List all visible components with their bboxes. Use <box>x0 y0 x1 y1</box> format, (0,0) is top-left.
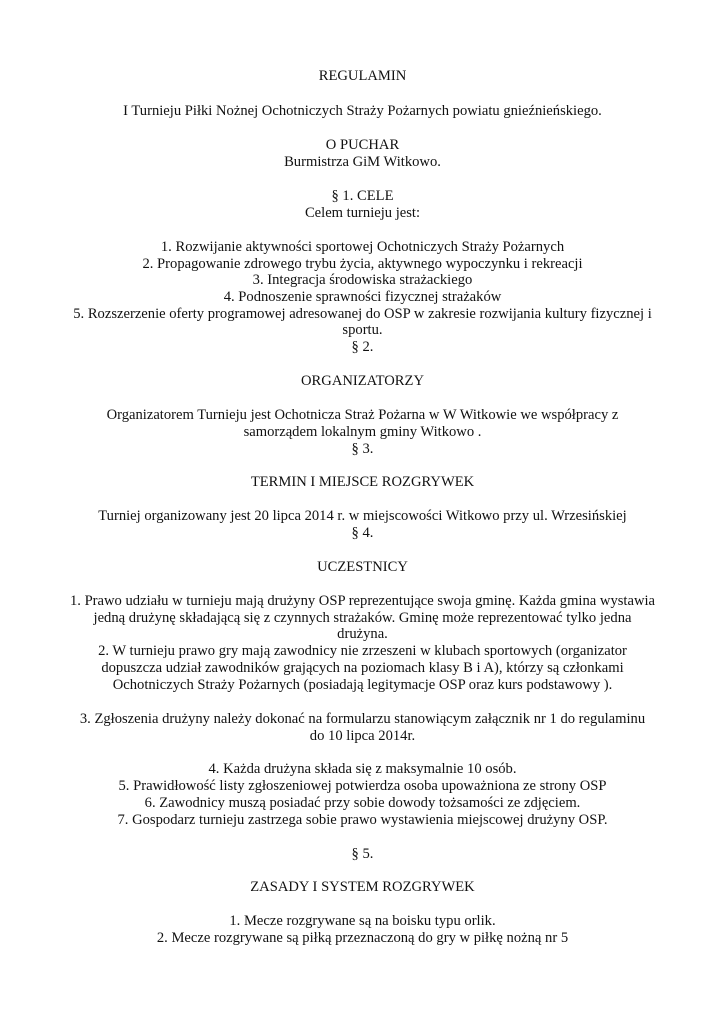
participants-line: 6. Zawodnicy muszą posiadać przy sobie dowody tożsamości ze zdjęciem. <box>144 795 581 811</box>
goal-item: 4. Podnoszenie sprawności fizycznej strażaków <box>223 289 502 305</box>
participants-line: 1. Prawo udziału w turnieju mają drużyny OSP reprezentujące swoja gminę. Każda gmina wystawia <box>69 593 656 609</box>
participants-line: 2. W turnieju prawo gry mają zawodnicy nie zrzeszeni w klubach sportowych (organizator <box>98 643 627 659</box>
section-4-heading: UCZESTNICY <box>317 559 408 575</box>
cup-line-2: Burmistrza GiM Witkowo. <box>284 154 441 170</box>
participants-line: jedną drużynę składającą się z czynnych strażaków. Gminę może reprezentować tylko jedna <box>93 610 632 626</box>
document-title: REGULAMIN <box>318 68 407 84</box>
goal-item: 1. Rozwijanie aktywności sportowej Ochotniczych Straży Pożarnych <box>160 239 565 255</box>
organizer-text-line: samorządem lokalnym gminy Witkowo . <box>243 424 482 440</box>
goal-item-continuation: sportu. <box>342 322 383 338</box>
section-3-heading: TERMIN I MIEJSCE ROZGRYWEK <box>250 474 475 490</box>
goal-item: 3. Integracja środowiska strażackiego <box>252 272 473 288</box>
participants-line: 4. Każda drużyna składa się z maksymalnie 10 osób. <box>208 761 517 777</box>
participants-line: 3. Zgłoszenia drużyny należy dokonać na formularzu stanowiącym załącznik nr 1 do regulaminu <box>79 711 646 727</box>
cup-line-1: O PUCHAR <box>325 137 400 153</box>
section-2-label: § 2. <box>351 339 374 355</box>
participants-line: 7. Gospodarz turnieju zastrzega sobie prawo wystawienia miejscowej drużyny OSP. <box>117 812 608 828</box>
section-4-label: § 4. <box>351 525 374 541</box>
goal-item: 5. Rozszerzenie oferty programowej adresowanej do OSP w zakresie rozwijania kultury fizycznej i <box>73 306 652 322</box>
participants-line: drużyna. <box>337 626 388 642</box>
section-2-heading: ORGANIZATORZY <box>301 373 424 389</box>
participants-line: do 10 lipca 2014r. <box>309 728 416 744</box>
participants-line: 5. Prawidłowość listy zgłoszeniowej potwierdza osoba upoważniona ze strony OSP <box>118 778 607 794</box>
section-1-intro: Celem turnieju jest: <box>304 205 421 221</box>
participants-line: Ochotniczych Straży Pożarnych (posiadają legitymacje OSP oraz kurs podstawowy ). <box>112 677 613 693</box>
goal-item: 2. Propagowanie zdrowego trybu życia, aktywnego wypoczynku i rekreacji <box>142 256 583 272</box>
section-5-label: § 5. <box>351 846 374 862</box>
section-1-label: § 1. CELE <box>331 188 394 204</box>
document-subtitle: I Turnieju Piłki Nożnej Ochotniczych Straży Pożarnych powiatu gnieźnieńskiego. <box>123 103 602 119</box>
participants-line: dopuszcza udział zawodników grających na poziomach klasy B i A), którzy są członkami <box>101 660 624 676</box>
rules-item: 2. Mecze rozgrywane są piłką przeznaczoną do gry w piłkę nożną nr 5 <box>156 930 569 946</box>
section-5-heading: ZASADY I SYSTEM ROZGRYWEK <box>250 879 475 895</box>
rules-item: 1. Mecze rozgrywane są na boisku typu orlik. <box>229 913 496 929</box>
organizer-text-line: Organizatorem Turnieju jest Ochotnicza Straż Pożarna w W Witkowie we współpracy z <box>106 407 619 423</box>
date-place-text: Turniej organizowany jest 20 lipca 2014 r. w miejscowości Witkowo przy ul. Wrzesińskiej <box>98 508 627 524</box>
section-3-label: § 3. <box>351 441 374 457</box>
